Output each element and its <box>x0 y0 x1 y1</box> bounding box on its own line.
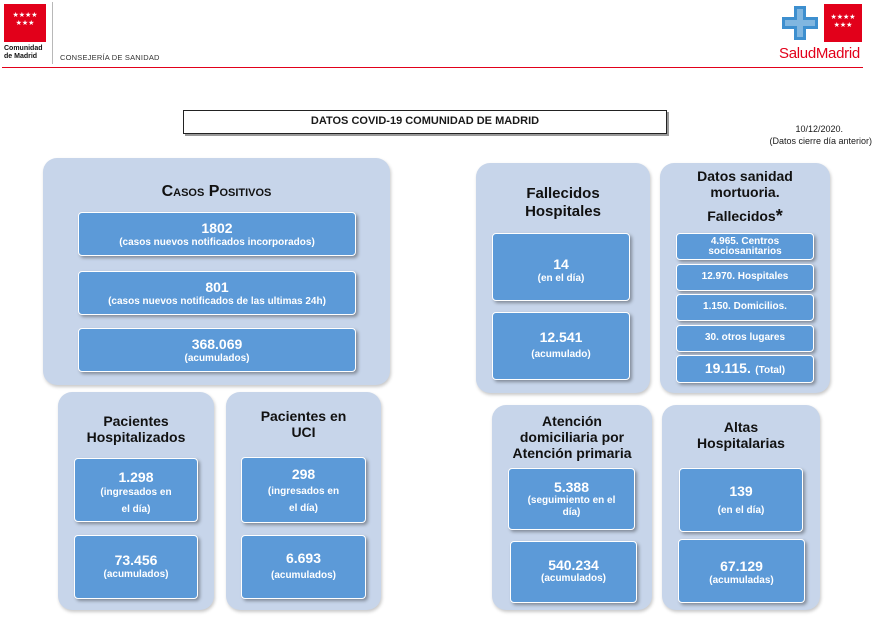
atencion-seguimiento-label-line2: día) <box>562 507 581 518</box>
asterisk-note: * <box>775 206 783 226</box>
hospitalizados-acumulados-label: (acumulados) <box>103 569 169 580</box>
altas-hospitalarias-panel <box>662 405 820 610</box>
altas-dia-label: (en el día) <box>717 505 765 516</box>
report-date: 10/12/2020. <box>795 124 843 134</box>
fallecidos-dia-label: (en el día) <box>537 273 585 284</box>
uci-title <box>226 408 381 440</box>
salud-madrid-brand: SaludMadrid <box>779 45 860 62</box>
atencion-acumulados-box <box>510 541 637 603</box>
fallecidos-dia-box <box>492 233 630 301</box>
casos-positivos-title: Casos Positivos <box>161 183 272 200</box>
stars-icon: ★★★★ ★★★ <box>830 14 856 29</box>
hospitalizados-acumulados-box <box>74 535 198 599</box>
altas-hospitalarias-title <box>662 419 820 451</box>
uci-dia-label-line1: (ingresados en <box>267 486 340 497</box>
atencion-seguimiento-value: 5.388 <box>553 479 590 495</box>
casos-nuevos-incorporados-label: (casos nuevos notificados incorporados) <box>119 237 315 248</box>
page-title: DATOS COVID-19 COMUNIDAD DE MADRID <box>183 110 667 134</box>
casos-acumulados-box <box>78 328 356 372</box>
mortuoria-centros-line1: 4.965. Centros <box>710 236 780 247</box>
stars-icon: ★★★★ ★★★ <box>12 12 38 27</box>
fallecidos-acumulado-label: (acumulado) <box>531 349 591 360</box>
altas-title-line2: Hospitalarias <box>697 435 785 451</box>
atencion-seguimiento-label-line1: (seguimiento en el <box>527 495 616 506</box>
casos-positivos-panel <box>43 158 390 385</box>
casos-ultimas-24h-label: (casos nuevos notificados de las ultimas 24h) <box>108 296 326 307</box>
uci-acumulados-value: 6.693 <box>285 550 322 566</box>
uci-dia-value: 298 <box>291 466 316 482</box>
sanidad-mortuoria-title-line2: mortuoria. <box>710 184 780 200</box>
uci-dia-box <box>241 457 366 523</box>
altas-acumuladas-box <box>678 539 805 603</box>
mortuoria-otros-label: 30. otros lugares <box>704 332 786 343</box>
organization-name-line2: de Madrid <box>4 53 38 60</box>
atencion-domiciliaria-title <box>492 413 652 461</box>
hospitalizados-title <box>58 413 214 445</box>
fallecidos-dia-value: 14 <box>553 256 569 272</box>
hospitalizados-dia-label-line1: (ingresados en <box>100 487 172 498</box>
altas-acumuladas-label: (acumuladas) <box>709 575 774 586</box>
casos-nuevos-incorporados-value: 1802 <box>201 220 233 236</box>
header-rule <box>2 67 863 68</box>
casos-acumulados-label: (acumulados) <box>184 353 250 364</box>
sanidad-mortuoria-title <box>660 168 830 224</box>
hospitalizados-title-line2: Hospitalizados <box>86 429 186 445</box>
mortuoria-centros-line2: sociosanitarios <box>708 246 782 257</box>
hospitalizados-title-line1: Pacientes <box>103 413 169 429</box>
atencion-acumulados-value: 540.234 <box>548 557 599 573</box>
uci-acumulados-box <box>241 535 366 599</box>
organization-name <box>4 45 43 61</box>
hospitalizados-dia-box <box>74 458 198 522</box>
mortuoria-centros-box <box>676 233 814 260</box>
department-name: CONSEJERÍA DE SANIDAD <box>60 53 160 62</box>
salud-madrid-flag-logo <box>824 4 862 42</box>
mortuoria-domicilios-box <box>676 294 814 321</box>
sanidad-mortuoria-title-line1: Datos sanidad <box>697 168 793 184</box>
altas-acumuladas-value: 67.129 <box>720 558 763 574</box>
fallecidos-hospitales-panel <box>476 163 650 393</box>
casos-nuevos-incorporados-box <box>78 212 356 256</box>
fallecidos-hospitales-title-line1: Fallecidos <box>526 185 600 202</box>
header-divider <box>52 2 53 64</box>
fallecidos-hospitales-title <box>476 185 650 221</box>
fallecidos-acumulado-box <box>492 312 630 380</box>
casos-ultimas-24h-box <box>78 271 356 315</box>
uci-dia-label-line2: el día) <box>289 503 318 514</box>
mortuoria-domicilios-label: 1.150. Domicilios. <box>703 301 787 312</box>
uci-title-line2: UCI <box>291 424 316 440</box>
atencion-title-line1: Atención <box>542 413 602 429</box>
atencion-seguimiento-box <box>508 468 635 530</box>
atencion-domiciliaria-panel <box>492 405 652 610</box>
sanidad-mortuoria-panel <box>660 163 830 393</box>
salud-madrid-cross-icon <box>780 4 820 42</box>
hospitalizados-dia-label-line2: el día) <box>121 504 151 515</box>
sanidad-mortuoria-subtitle <box>660 208 830 224</box>
fallecidos-subtitle: Fallecidos <box>707 208 776 224</box>
altas-dia-value: 139 <box>729 483 753 499</box>
mortuoria-otros-box <box>676 325 814 352</box>
hospitalizados-acumulados-value: 73.456 <box>114 552 158 568</box>
organization-name-line1: Comunidad <box>4 45 43 52</box>
casos-ultimas-24h-value: 801 <box>205 279 229 295</box>
fallecidos-acumulado-value: 12.541 <box>539 329 583 345</box>
altas-title-line1: Altas <box>723 419 759 435</box>
casos-acumulados-value: 368.069 <box>191 336 243 352</box>
uci-panel <box>226 392 381 610</box>
uci-title-line1: Pacientes en <box>260 408 347 424</box>
altas-dia-box <box>679 468 803 532</box>
hospitalizados-dia-value: 1.298 <box>118 469 154 485</box>
atencion-title-line3: Atención primaria <box>512 445 632 461</box>
comunidad-madrid-flag-logo <box>4 4 46 42</box>
mortuoria-hospitales-box <box>676 264 814 291</box>
mortuoria-hospitales-label: 12.970. Hospitales <box>701 271 789 282</box>
uci-acumulados-label: (acumulados) <box>270 570 336 581</box>
atencion-title-line2: domiciliaria por <box>519 429 625 445</box>
mortuoria-total-box <box>676 355 814 383</box>
mortuoria-total-value: 19.115. <box>704 360 751 376</box>
atencion-acumulados-label: (acumulados) <box>540 573 606 584</box>
mortuoria-total-label: (Total) <box>755 365 786 376</box>
report-date-note: (Datos cierre día anterior) <box>769 136 872 146</box>
fallecidos-hospitales-title-line2: Hospitales <box>525 203 601 220</box>
hospitalizados-panel <box>58 392 214 610</box>
